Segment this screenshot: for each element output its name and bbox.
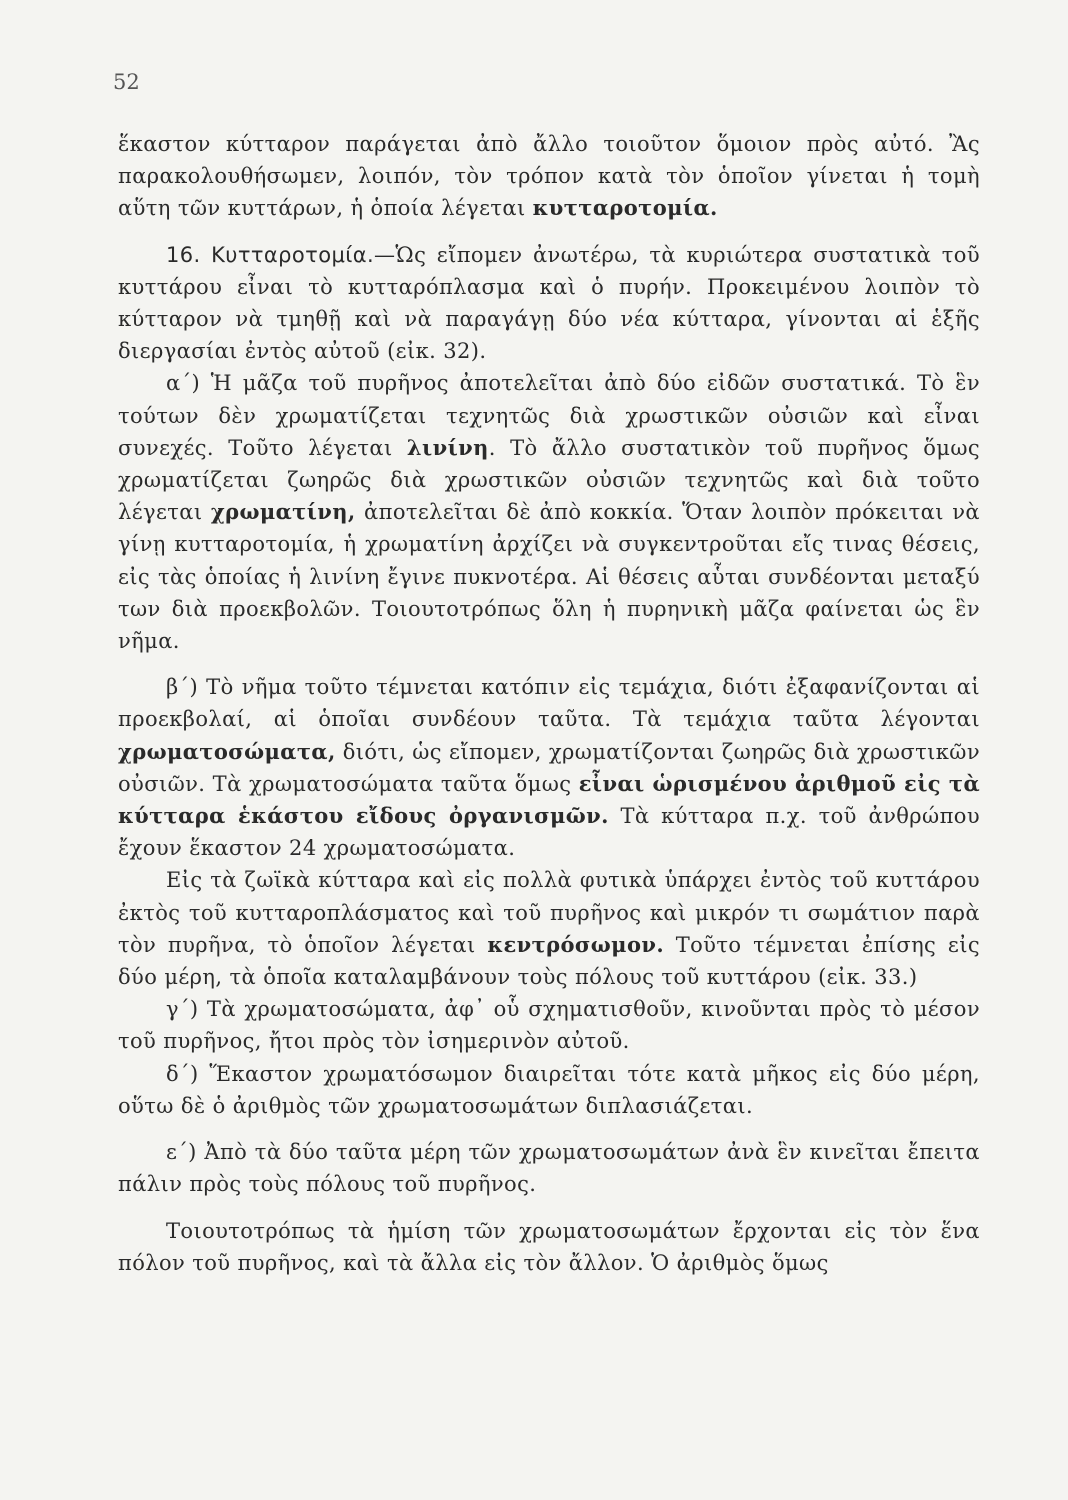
paragraph-epsilon: ε΄) Ἀπὸ τὰ δύο ταῦτα μέρη τῶν χρωματοσωμάτων ἀνὰ ἓν κινεῖται ἔπειτα πάλιν πρὸς τοὺς πόλους τοῦ πυρῆνος. — [118, 1140, 980, 1197]
paragraph-gamma: γ΄) Τὰ χρωματοσώματα, ἀφ᾽ οὗ σχηματισθοῦν, κινοῦνται πρὸς τὸ μέσον τοῦ πυρῆνος, ἤτοι πρὸς τὸν ἰσημερινὸν αὐτοῦ. — [118, 997, 980, 1054]
paragraph-delta: δ΄) Ἕκαστον χρωματόσωμον διαιρεῖται τότε κατὰ μῆκος εἰς δύο μέρη, οὕτω δὲ ὁ ἀριθμὸς τῶν χρωματοσωμάτων διπλασιάζεται. — [118, 1061, 980, 1118]
page-body — [118, 128, 980, 1279]
term-chromatini: χρωματίνη, — [210, 499, 356, 525]
paragraph-conclusion: Τοιουτοτρόπως τὰ ἡμίση τῶν χρωματοσωμάτων ἔρχονται εἰς τὸν ἕνα πόλον τοῦ πυρῆνος, καὶ τὰ ἄλλα εἰς τὸν ἄλλον. Ὁ ἀριθμὸς ὅμως — [118, 1218, 980, 1275]
paragraph-intro — [118, 128, 980, 225]
beta-text-2: διότι, ὡς εἴπομεν, χρωματίζονται ζωηρῶς διὰ χρωστικῶν οὐσιῶν. Τὰ χρωματοσώματα ταῦτα ὅμως — [118, 739, 980, 796]
intro-text: ἕκαστον κύτταρον παράγεται ἀπὸ ἄλλο τοιοῦτον ὅμοιον πρὸς αὐτό. Ἂς παρακολουθήσωμεν, λοιπόν, τὸν τρόπον κατὰ τὸν ὁποῖον γίνεται ἡ τομὴ αὕτη τῶν κυττάρων, ἡ ὁποία λέγεται — [118, 132, 980, 221]
paragraph-beta — [118, 671, 980, 864]
centrosome-text-1: Εἰς τὰ ζωϊκὰ κύτταρα καὶ εἰς πολλὰ φυτικὰ ὑπάρχει ἐντὸς τοῦ κυττάρου ἐκτὸς τοῦ κυτταροπλάσματος καὶ τοῦ πυρῆνος καὶ μικρόν τι σωμάτιον παρὰ τὸν πυρῆνα, τὸ ὁποῖον λέγεται — [118, 868, 980, 957]
alpha-text-1: α΄) Ἡ μᾶζα τοῦ πυρῆνος ἀποτελεῖται ἀπὸ δύο εἰδῶν συστατικά. Τὸ ἓν τούτων δὲν χρωματίζεται τεχνητῶς διὰ χρωστικῶν οὐσιῶν καὶ εἶναι συνεχές. Τοῦτο λέγεται — [118, 371, 980, 460]
paragraph-section-16 — [118, 239, 980, 368]
paragraph-alpha — [118, 367, 980, 657]
term-chromatosomata: χρωματοσώματα, — [118, 738, 336, 764]
beta-text-3: Τὰ κύτταρα π.χ. τοῦ ἀνθρώπου ἔχουν ἕκαστον 24 χρωματοσώματα. — [118, 804, 980, 861]
centrosome-text-2: Τοῦτο τέμνεται ἐπίσης εἰς δύο μέρη, τὰ ὁποῖα καταλαμβάνουν τοὺς πόλους τοῦ κυττάρου (εἰκ. 33.) — [118, 932, 980, 990]
term-kyttarotomia: κυτταροτομία. — [532, 195, 718, 221]
page-number: 52 — [113, 70, 140, 94]
section-heading: 16. Κυτταροτομία. — [166, 242, 375, 267]
term-kentrosomon: κεντρόσωμον. — [487, 931, 665, 957]
alpha-text-3: ἀποτελεῖται δὲ ἀπὸ κοκκία. Ὅταν λοιπὸν πρόκειται νὰ γίνῃ κυτταροτομία, ἡ χρωματίνη ἀρχίζει νὰ συγκεντροῦται εἴς τινας θέσεις, εἰς τὰς ὁποίας ἡ λινίνη ἔγινε πυκνοτέρα. Αἱ θέσεις αὗται συνδέονται μεταξύ των διὰ προεκβολῶν. Τοιουτοτρόπως ὅλη ἡ πυρηνικὴ μᾶζα φαίνεται ὡς ἓν νῆμα. — [118, 500, 981, 654]
section-16-text: —Ὡς εἴπομεν ἀνωτέρω, τὰ κυριώτερα συστατικὰ τοῦ κυττάρου εἶναι τὸ κυτταρόπλασμα καὶ ὁ πυρήν. Προκειμένου λοιπὸν τὸ κύτταρον νὰ τμηθῇ καὶ νὰ παραγάγῃ δύο νέα κύτταρα, γίνονται αἱ ἑξῆς διεργασίαι ἐντὸς αὐτοῦ (εἰκ. 32). — [118, 242, 980, 364]
paragraph-centrosome — [118, 864, 980, 993]
term-linini: λινίνη — [406, 434, 489, 460]
alpha-text-2: . Τὸ ἄλλο συστατικὸν τοῦ πυρῆνος ὅμως χρωματίζεται ζωηρῶς διὰ χρωστικῶν οὐσιῶν τεχνητῶς καὶ διὰ τοῦτο λέγεται — [118, 435, 980, 525]
beta-text-1: β΄) Τὸ νῆμα τοῦτο τέμνεται κατόπιν εἰς τεμάχια, διότι ἐξαφανίζονται αἱ προεκβολαί, αἱ ὁποῖαι συνδέουν ταῦτα. Τὰ τεμάχια ταῦτα λέγονται — [118, 675, 980, 732]
emphasis-number-of-chromosomes: εἶναι ὡρισμένου ἀριθμοῦ εἰς τὰ κύτταρα ἑκάστου εἴδους ὀργανισμῶν. — [118, 770, 981, 829]
